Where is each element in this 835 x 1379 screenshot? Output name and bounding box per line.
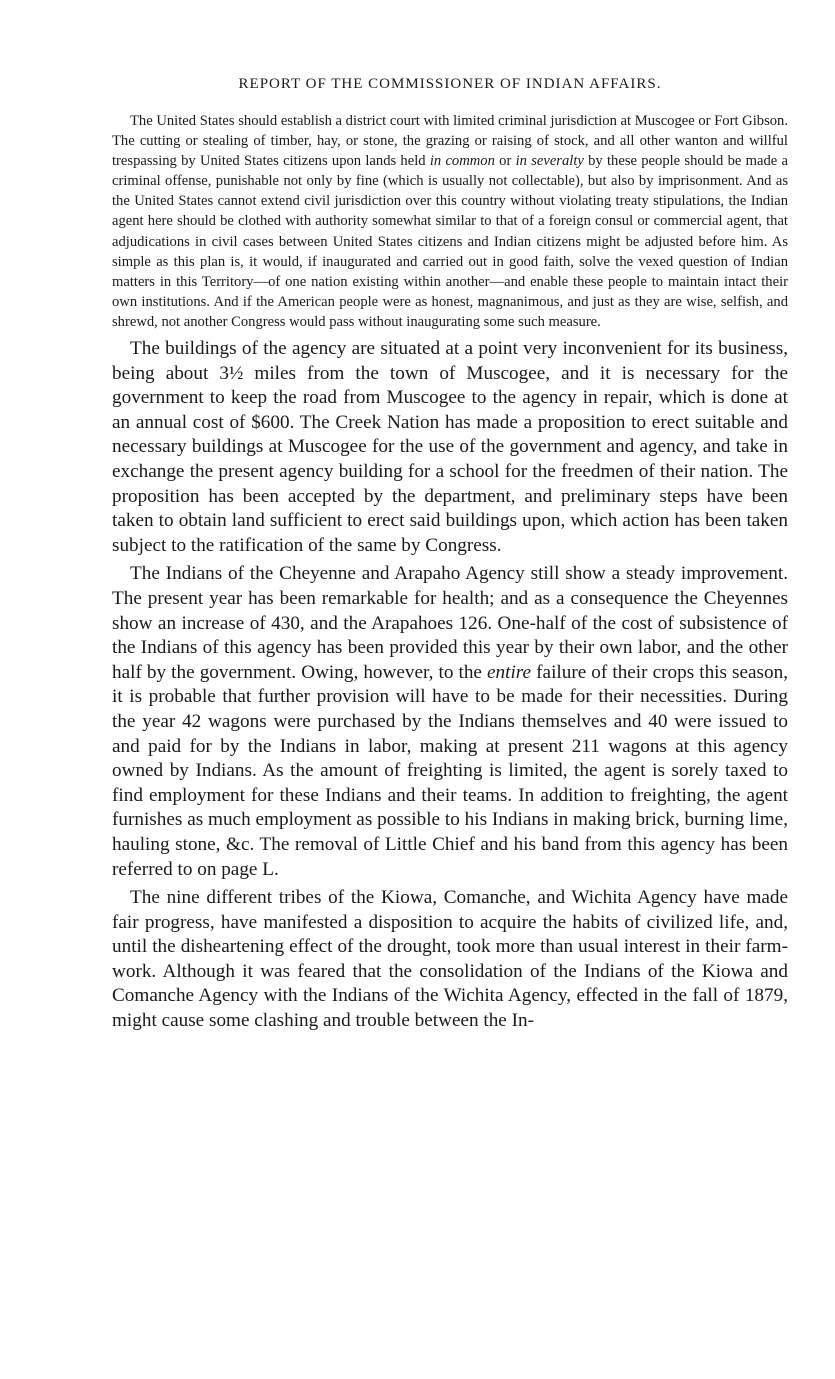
quoted-recommendation [112,111,788,332]
quote-text-2: or [494,153,516,170]
page-header: REPORT OF THE COMMISSIONER OF INDIAN AFFAIRS. [238,76,662,92]
document-page [112,76,788,1038]
quote-text-1: The United States should establish a district court with limited criminal jurisdiction at Muscogee or Fort Gibson. The cutting or stealing of timber, hay, or stone, the grazing or raising of stock, and all other wanton and willful trespassing by United States citizens upon lands held [112,113,788,170]
paragraph-agency-buildings: The buildings of the agency are situated at a point very inconvenient for its business, being about 3½ miles from the town of Muscogee, and it is necessary for the government to keep the road from Muscogee to the agency in repair, which is done at an annual cost of $600. The Creek Nation has made a proposition to erect suitable and necessary buildings at Muscogee for the use of the government and agency, and take in exchange the present agency building for a school for the freedmen of their nation. The proposition has been accepted by the department, and preliminary steps have been taken to obtain land sufficient to erect said buildings upon, which action has been taken subject to the ratification of the same by Congress. [112,338,788,556]
paragraph-kiowa-comanche-wichita: The nine different tribes of the Kiowa, Comanche, and Wichita Agency have made fair progress, have manifested a disposition to acquire the habits of civilized life, and, until the disheartening effect of the drought, took more than usual interest in their farm-work. Although it was feared that the consolidation of the Indians of the Kiowa and Comanche Agency with the Indians of the Wichita Agency, effected in the fall of 1879, might cause some clashing and trouble between the In- [112,887,788,1032]
report-body [112,337,788,1034]
paragraph-text-a: The Indians of the Cheyenne and Arapaho Agency still show a steady improvement. The present year has been remarkable for health; and as a consequence the Cheyennes show an increase of 430, and the Arapahoes 126. One-half of the cost of subsistence of the Indians of this agency has been provided this year by their own labor, and the other half by the government. Owing, however, to the [112,563,788,683]
paragraph-cheyenne-arapaho [112,562,788,882]
paragraph-text-b: failure of their crops this season, it is probable that further provision will have to be made for their necessities. During the year 42 wagons were purchased by the Indians themselves and 40 were issued to and paid for by the Indians in labor, making at present 211 wagons at this agency owned by Indians. As the amount of freighting is limited, the agent is sorely taxed to find employment for these Indians and their teams. In addition to freighting, the agent furnishes as much employment as possible to his Indians in making brick, burning lime, hauling stone, &c. The removal of Little Chief and his band from this agency has been referred to on page L. [112,661,788,880]
quote-paragraph [112,111,788,332]
quote-text-3: by these people should be made a criminal offense, punishable not only by fine (which is usually not collectable), but also by imprisonment. And as the United States cannot extend civil jurisdiction over this country without violating treaty stipulations, the Indian agent here should be clothed with authority somewhat similar to that of a foreign consul or commercial agent, that adjudications in civil cases between United States citizens and Indian citizens might be adjusted before him. As simple as this plan is, it would, if inaugurated and carried out in good faith, solve the vexed question of Indian matters in this Territory—of one nation existing within another—and enable these people to maintain intact their own institutions. And if the American people were as honest, magnanimous, and just as they are wise, selfish, and shrewd, not another Congress would pass without inaugurating some such measure. [112,153,788,330]
paragraph-emphasis: entire [487,661,532,683]
quote-emphasis-1: in common [429,153,495,170]
quote-emphasis-2: in severalty [515,153,584,170]
